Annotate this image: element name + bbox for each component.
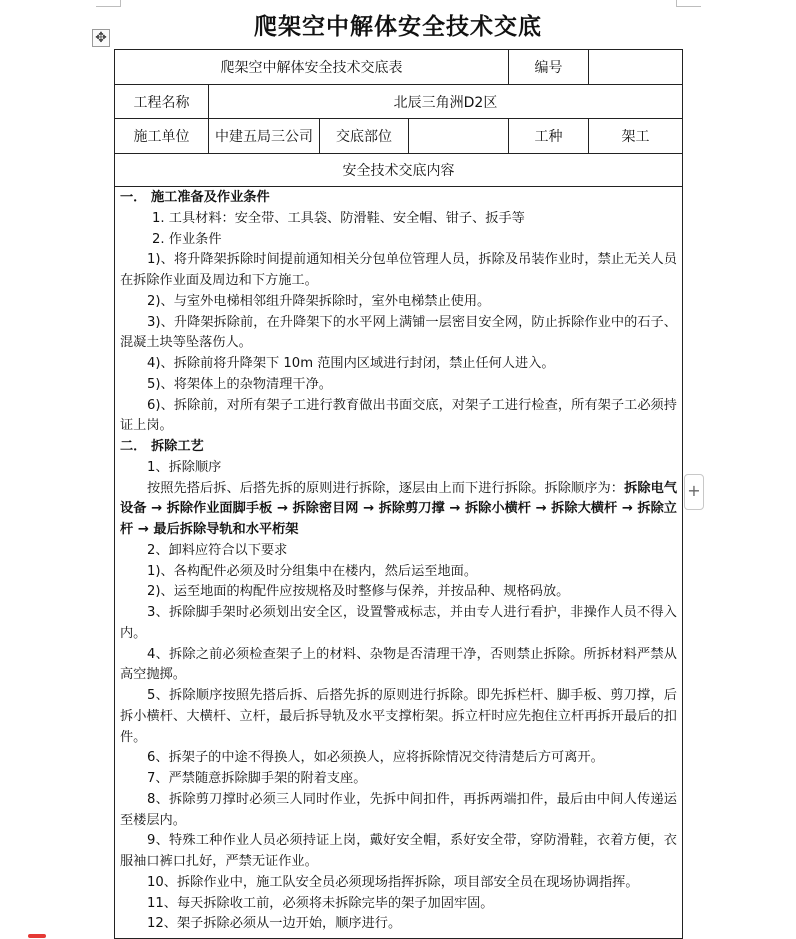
page-corner-mark-left xyxy=(96,0,121,7)
paragraph: 6、拆架子的中途不得换人，如必须换人，应将拆除情况交待清楚后方可离开。 xyxy=(147,750,604,766)
number-value[interactable] xyxy=(589,50,683,85)
paragraph: 3)、升降架拆除前，在升降架下的水平网上满铺一层密目安全网，防止拆除作业中的石子、混凝土块等坠落伤人。 xyxy=(120,314,677,351)
number-label: 编号 xyxy=(509,50,589,85)
page-corner-mark-right xyxy=(676,0,701,7)
trade-value[interactable]: 架工 xyxy=(589,119,683,154)
document-title: 爬架空中解体安全技术交底 xyxy=(254,14,542,40)
table-move-handle-icon[interactable]: ✥ xyxy=(92,29,110,47)
section-heading: 一． 施工准备及作业条件 xyxy=(120,190,270,205)
paragraph: 1)、将升降架拆除时间提前通知相关分包单位管理人员，拆除及吊装作业时，禁止无关人员在拆除作业面及周边和下方施工。 xyxy=(120,252,677,288)
paragraph: 4)、拆除前将升降架下 10m 范围内区域进行封闭，禁止任何人进入。 xyxy=(147,356,555,371)
paragraph: 8、拆除剪刀撑时必须三人同时作业，先拆中间扣件，再拆两端扣件，最后由中间人传递运至楼层内。 xyxy=(120,791,677,828)
paragraph: 1)、各构配件必须及时分组集中在楼内，然后运至地面。 xyxy=(147,563,478,579)
paragraph: 10、拆除作业中，施工队安全员必须现场指挥拆除，项目部安全员在现场协调指挥。 xyxy=(147,874,639,890)
handover-content[interactable] xyxy=(120,188,677,935)
list-item: 1. 工具材料：安全带、工具袋、防滑鞋、安全帽、钳子、扳手等 xyxy=(152,210,525,226)
paragraph: 2)、运至地面的构配件应按规格及时整修与保养，并按品种、规格码放。 xyxy=(147,584,570,600)
form-table-name: 爬架空中解体安全技术交底表 xyxy=(115,50,509,85)
red-margin-mark xyxy=(28,934,46,938)
project-label: 工程名称 xyxy=(115,85,209,119)
subheading: 2、卸料应符合以下要求 xyxy=(147,542,288,558)
add-row-plus-icon[interactable]: + xyxy=(684,474,704,510)
unit-value[interactable]: 中建五局三公司 xyxy=(209,119,320,154)
list-item: 2. 作业条件 xyxy=(152,231,222,247)
paragraph xyxy=(120,479,677,541)
paragraph: 9、特殊工种作业人员必须持证上岗，戴好安全帽，系好安全带，穿防滑鞋，衣着方便，衣服袖口裤口扎好，严禁无证作业。 xyxy=(120,833,677,869)
project-value[interactable]: 北辰三角洲D2区 xyxy=(209,85,683,119)
order-text: 按照先搭后拆、后搭先拆的原则进行拆除，逐层由上而下进行拆除。拆除顺序为： xyxy=(147,480,625,496)
order-sequence: 拆除电气设备 → 拆除作业面脚手板 → 拆除密目网 → 拆除剪刀撑 → 拆除小横杆 → 拆除大横杆 → 拆除立杆 → 最后拆除导轨和水平桁架 xyxy=(120,480,678,537)
paragraph: 5)、将架体上的杂物清理干净。 xyxy=(147,376,332,392)
paragraph: 3、拆除脚手架时必须划出安全区，设置警戒标志，并由专人进行看护，非操作人员不得入内。 xyxy=(120,605,677,641)
subheading: 1、拆除顺序 xyxy=(147,459,222,475)
unit-label: 施工单位 xyxy=(115,119,209,154)
section-heading: 二． 拆除工艺 xyxy=(120,439,204,454)
part-value[interactable] xyxy=(409,119,509,154)
paragraph: 5、拆除顺序按照先搭后拆、后搭先拆的原则进行拆除。即先拆栏杆、脚手板、剪刀撑，后拆小横杆、大横杆、立杆，最后拆导轨及水平支撑桁架。拆立杆时应先抱住立杆再拆开最后的扣件。 xyxy=(120,688,677,745)
paragraph: 4、拆除之前必须检查架子上的材料、杂物是否清理干净，否则禁止拆除。所拆材料严禁从高空抛掷。 xyxy=(120,646,677,683)
paragraph: 2)、与室外电梯相邻组升降架拆除时，室外电梯禁止使用。 xyxy=(147,293,491,309)
trade-label: 工种 xyxy=(509,119,589,154)
paragraph: 12、架子拆除必须从一边开始，顺序进行。 xyxy=(147,916,402,932)
paragraph: 11、每天拆除收工前，必须将未拆除完毕的架子加固牢固。 xyxy=(147,895,494,911)
part-label: 交底部位 xyxy=(320,119,409,154)
paragraph: 6)、拆除前，对所有架子工进行教育做出书面交底，对架子工进行检查，所有架子工必须持证上岗。 xyxy=(120,397,677,434)
content-header: 安全技术交底内容 xyxy=(115,154,683,187)
paragraph: 7、严禁随意拆除脚手架的附着支座。 xyxy=(147,771,367,786)
